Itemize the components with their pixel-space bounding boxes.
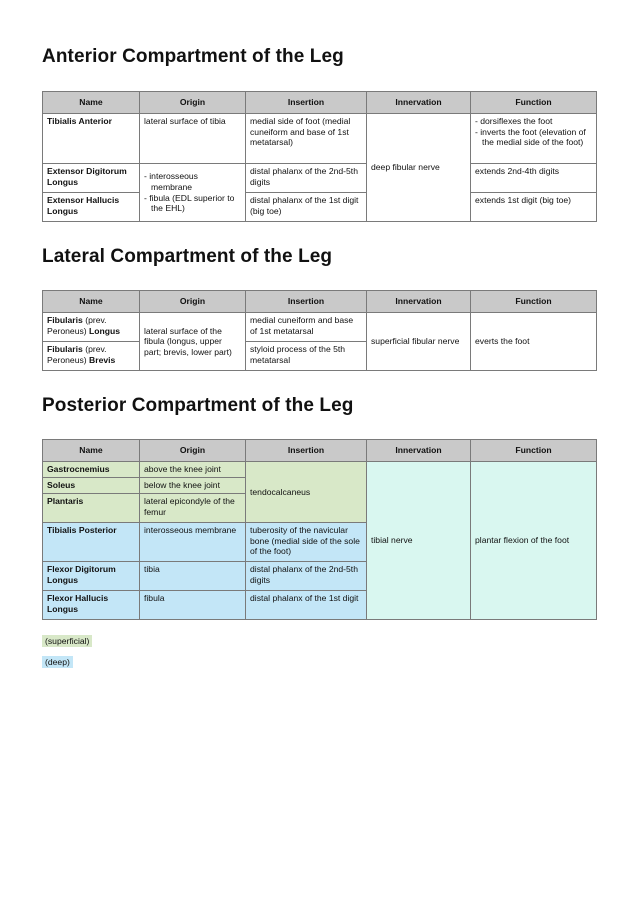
legend-superficial: (superficial)	[42, 635, 92, 647]
insertion-cell: distal phalanx of the 1st digit (big toe)	[246, 193, 367, 222]
name-bold: Brevis	[89, 354, 116, 365]
name-rest: (prev. Peroneus)	[47, 315, 107, 336]
insertion-cell: distal phalanx of the 2nd-5th digits	[246, 562, 367, 591]
col-origin: Origin	[140, 440, 246, 462]
innervation-cell: superficial fibular nerve	[367, 313, 471, 371]
muscle-name: Tibialis Posterior	[43, 523, 140, 562]
origin-cell: lateral surface of the fibula (longus, upper part; brevis, lower part)	[140, 313, 246, 371]
col-innervation: Innervation	[367, 92, 471, 114]
col-name: Name	[43, 291, 140, 313]
function-cell: plantar flexion of the foot	[471, 462, 597, 620]
origin-item: - interosseous membrane	[144, 171, 198, 192]
function-cell: everts the foot	[471, 313, 597, 371]
muscle-name	[43, 313, 140, 342]
col-innervation: Innervation	[367, 291, 471, 313]
section-title-anterior: Anterior Compartment of the Leg	[42, 46, 344, 67]
function-item: - inverts the foot (elevation of the medial side of the foot)	[475, 126, 586, 148]
muscle-name	[43, 342, 140, 371]
col-insertion: Insertion	[246, 440, 367, 462]
insertion-cell: distal phalanx of the 2nd-5th digits	[246, 164, 367, 193]
origin-cell: below the knee joint	[140, 478, 246, 494]
muscle-name: Extensor Hallucis Longus	[43, 193, 140, 222]
table-header-row	[43, 92, 597, 114]
muscle-name: Plantaris	[43, 494, 140, 523]
table-row	[43, 193, 597, 222]
section-title-lateral: Lateral Compartment of the Leg	[42, 246, 333, 267]
insertion-cell: tendocalcaneus	[246, 462, 367, 523]
function-cell	[471, 114, 597, 164]
col-insertion: Insertion	[246, 291, 367, 313]
innervation-cell: deep fibular nerve	[367, 114, 471, 222]
name-bold: Longus	[89, 325, 121, 336]
col-name: Name	[43, 92, 140, 114]
function-cell: extends 2nd-4th digits	[471, 164, 597, 193]
section-title-posterior: Posterior Compartment of the Leg	[42, 395, 354, 416]
origin-cell: fibula	[140, 591, 246, 620]
table-row	[43, 313, 597, 342]
origin-cell: lateral surface of tibia	[140, 114, 246, 164]
posterior-table	[42, 439, 597, 620]
table-header-row	[43, 291, 597, 313]
muscle-name: Gastrocnemius	[43, 462, 140, 478]
table-row	[43, 164, 597, 193]
insertion-cell: distal phalanx of the 1st digit	[246, 591, 367, 620]
name-bold: Fibularis	[47, 315, 83, 325]
col-origin: Origin	[140, 92, 246, 114]
origin-cell: lateral epicondyle of the femur	[140, 494, 246, 523]
origin-item: - fibula (EDL superior to the EHL)	[144, 192, 235, 214]
table-row	[43, 114, 597, 164]
anterior-table	[42, 91, 597, 222]
muscle-name: Soleus	[43, 478, 140, 494]
origin-cell: tibia	[140, 562, 246, 591]
col-insertion: Insertion	[246, 92, 367, 114]
muscle-name: Flexor Hallucis Longus	[43, 591, 140, 620]
col-function: Function	[471, 92, 597, 114]
table-row	[43, 462, 597, 478]
origin-cell: above the knee joint	[140, 462, 246, 478]
col-name: Name	[43, 440, 140, 462]
name-bold: Fibularis	[47, 344, 83, 354]
col-innervation: Innervation	[367, 440, 471, 462]
name-rest: (prev. Peroneus)	[47, 344, 107, 365]
table-header-row	[43, 440, 597, 462]
origin-cell: interosseous membrane	[140, 523, 246, 562]
insertion-cell: styloid process of the 5th metatarsal	[246, 342, 367, 371]
muscle-name: Extensor Digitorum Longus	[43, 164, 140, 193]
lateral-table	[42, 290, 597, 371]
insertion-cell: medial cuneiform and base of 1st metatarsal	[246, 313, 367, 342]
col-function: Function	[471, 291, 597, 313]
function-cell: extends 1st digit (big toe)	[471, 193, 597, 222]
col-function: Function	[471, 440, 597, 462]
insertion-cell: medial side of foot (medial cuneiform and base of 1st metatarsal)	[246, 114, 367, 164]
origin-cell	[140, 164, 246, 222]
insertion-cell: tuberosity of the navicular bone (medial side of the sole of the foot)	[246, 523, 367, 562]
innervation-cell: tibial nerve	[367, 462, 471, 620]
col-origin: Origin	[140, 291, 246, 313]
muscle-name: Tibialis Anterior	[43, 114, 140, 164]
function-item: - dorsiflexes the foot	[475, 116, 553, 126]
legend-deep: (deep)	[42, 656, 73, 668]
muscle-name: Flexor Digitorum Longus	[43, 562, 140, 591]
